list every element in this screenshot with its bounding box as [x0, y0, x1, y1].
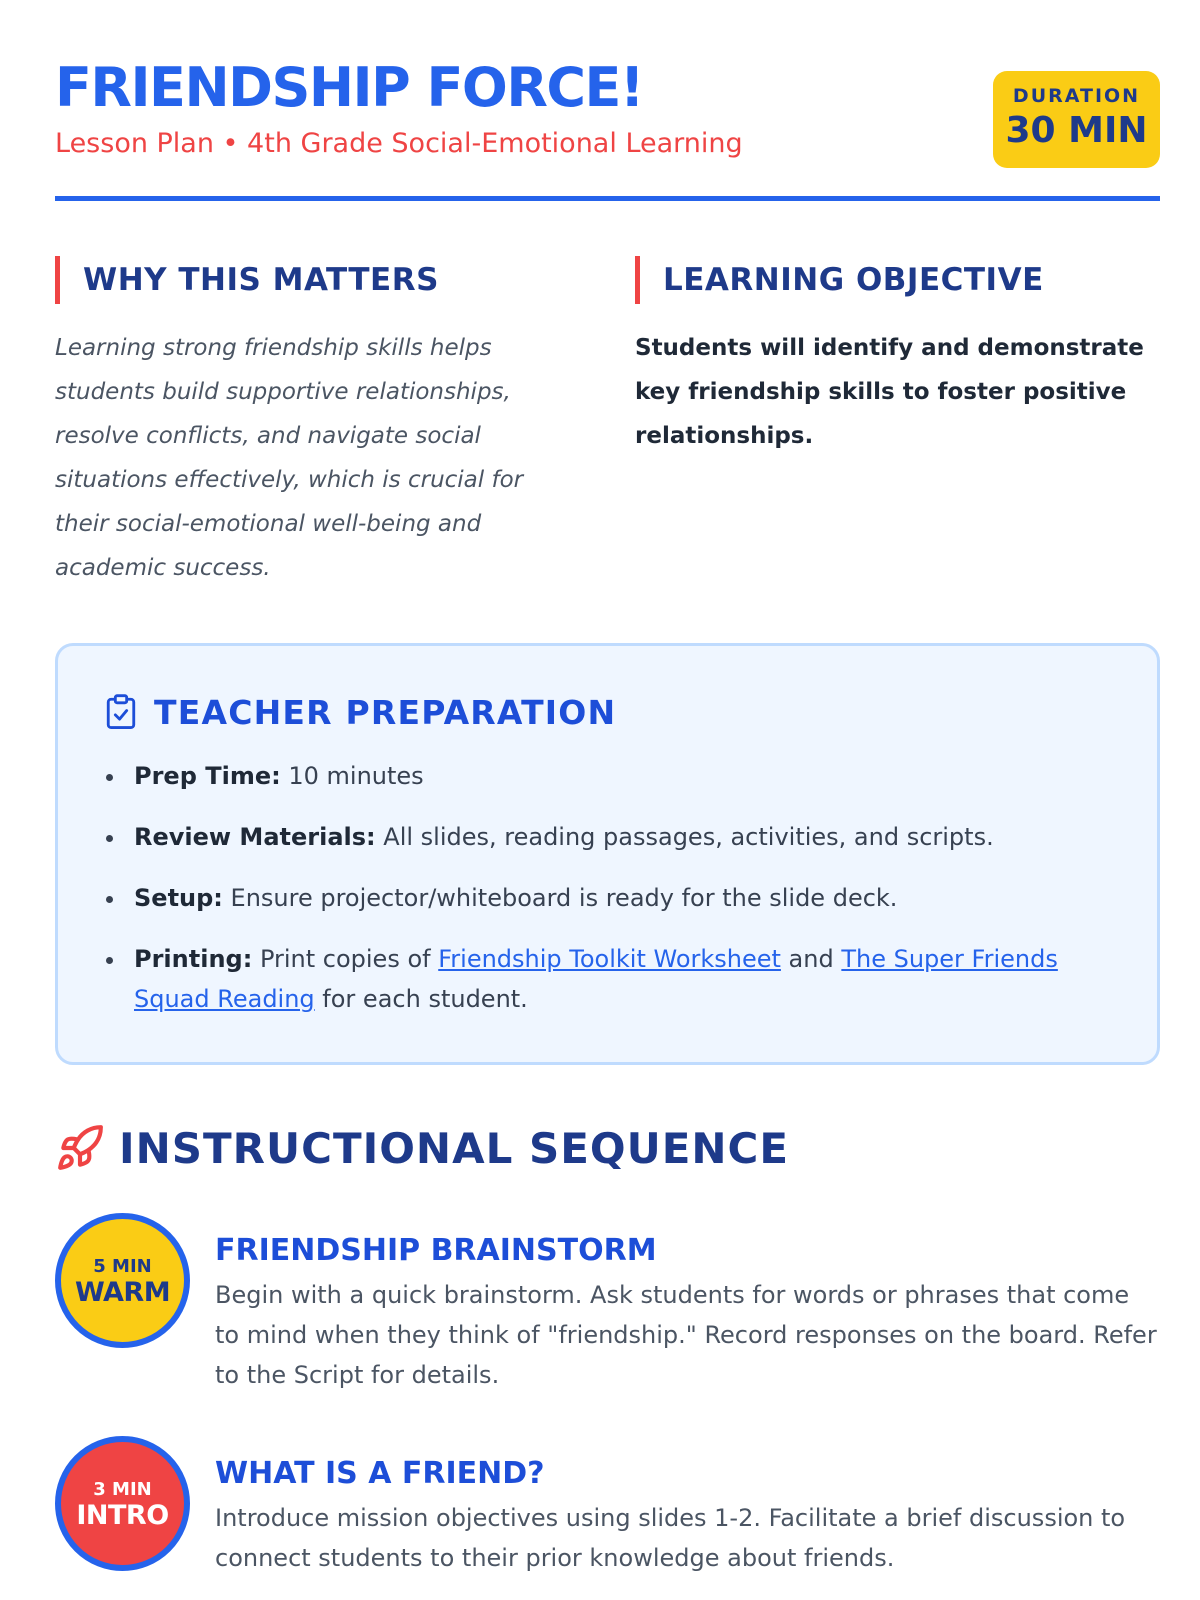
duration-label: DURATION: [1012, 85, 1141, 107]
why-this-matters-section: [55, 256, 545, 590]
page-subtitle: Lesson Plan • 4th Grade Social-Emotional Learning: [55, 128, 743, 159]
prep-list: [134, 756, 1114, 1040]
step-time-badge: [55, 1213, 190, 1348]
page-title: FRIENDSHIP FORCE!: [55, 56, 644, 119]
instructional-sequence-heading: [55, 1120, 789, 1176]
sequence-heading-text: INSTRUCTIONAL SEQUENCE: [119, 1123, 790, 1173]
prep-item-label: Prep Time:: [134, 762, 281, 790]
why-heading-text: WHY THIS MATTERS: [83, 262, 439, 298]
why-text: Learning strong friendship skills helps students build supportive relationships, resolve conflicts, and navigate social situations effectively, which is crucial for their social-emotional well-being and academic success.: [55, 335, 524, 581]
prep-item-printing: [134, 939, 1114, 1019]
step-title: FRIENDSHIP BRAINSTORM: [215, 1233, 657, 1268]
prep-item-label: Printing:: [134, 945, 253, 973]
badge-label: INTRO: [76, 1500, 169, 1531]
prep-item-text: 10 minutes: [280, 762, 424, 790]
prep-item-materials: [134, 817, 1114, 857]
clipboard-check-icon: [104, 693, 138, 731]
step-time-badge: [55, 1436, 190, 1571]
badge-time: 3 MIN: [93, 1479, 152, 1500]
objective-heading: [635, 256, 1160, 304]
prep-item-text: Print copies of: [252, 945, 439, 973]
why-heading: [55, 256, 545, 304]
objective-text: Students will identify and demonstrate key friendship skills to foster positive relationships.: [635, 335, 1144, 449]
duration-value: 30 MIN: [1005, 110, 1148, 151]
badge-time: 5 MIN: [93, 1256, 152, 1277]
rocket-icon: [55, 1123, 105, 1173]
reading-link[interactable]: The Super Friends Squad Reading: [134, 945, 1058, 1013]
prep-item-text: All slides, reading passages, activities, and scripts.: [375, 823, 994, 851]
learning-objective-section: [635, 256, 1160, 458]
objective-heading-text: LEARNING OBJECTIVE: [663, 262, 1044, 298]
step-body: [215, 1454, 1160, 1578]
worksheet-link[interactable]: Friendship Toolkit Worksheet: [438, 945, 781, 973]
step-text: Introduce mission objectives using slides 1-2. Facilitate a brief discussion to connect students to their prior knowledge about friends.: [215, 1504, 1126, 1572]
step-title: WHAT IS A FRIEND?: [215, 1456, 545, 1491]
teacher-preparation-box: [55, 643, 1160, 1065]
step-body: [215, 1231, 1160, 1395]
page-header: [55, 56, 1160, 201]
prep-item-setup: [134, 878, 1114, 918]
prep-item-label: Review Materials:: [134, 823, 376, 851]
step-text: Begin with a quick brainstorm. Ask students for words or phrases that come to mind when they think of "friendship." Record responses on the board. Refer to the Script for details.: [215, 1281, 1157, 1389]
prep-item-label: Setup:: [134, 884, 223, 912]
prep-item-text: Ensure projector/whiteboard is ready for the slide deck.: [222, 884, 898, 912]
badge-label: WARM: [74, 1277, 171, 1308]
duration-badge: [993, 71, 1160, 168]
prep-heading: [104, 690, 616, 734]
prep-item-time: [134, 756, 1114, 796]
prep-item-text: and: [780, 945, 842, 973]
prep-heading-text: TEACHER PREPARATION: [154, 692, 617, 732]
prep-item-text: for each student.: [314, 985, 528, 1013]
lesson-plan-page: [55, 0, 1160, 1600]
